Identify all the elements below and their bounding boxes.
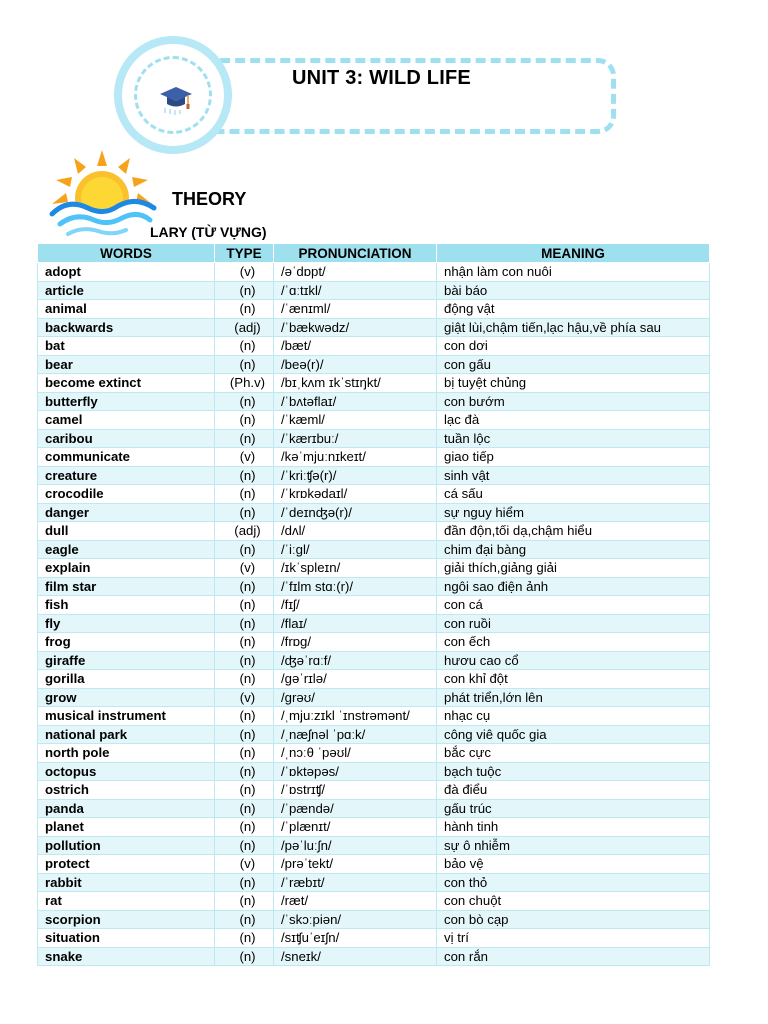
table-row: [38, 670, 710, 689]
type-cell: (n): [215, 633, 274, 652]
pronunciation-cell: /ˈɑːtɪkl/: [274, 281, 437, 300]
section-subtitle: LARY (TỪ VỰNG): [150, 224, 267, 240]
pronunciation-cell: /beə(r)/: [274, 355, 437, 374]
table-row: [38, 429, 710, 448]
table-row: [38, 762, 710, 781]
meaning-cell: sự nguy hiểm: [437, 503, 710, 522]
word-cell: octopus: [38, 762, 215, 781]
pronunciation-cell: /ˈbækwədz/: [274, 318, 437, 337]
meaning-cell: con thỏ: [437, 873, 710, 892]
table-row: [38, 355, 710, 374]
word-cell: protect: [38, 855, 215, 874]
word-cell: scorpion: [38, 910, 215, 929]
meaning-cell: ngôi sao điện ảnh: [437, 577, 710, 596]
meaning-cell: bạch tuộc: [437, 762, 710, 781]
type-cell: (n): [215, 929, 274, 948]
type-cell: (v): [215, 855, 274, 874]
meaning-cell: công viê quốc gia: [437, 725, 710, 744]
meaning-cell: giật lùi,chậm tiến,lạc hậu,về phía sau: [437, 318, 710, 337]
meaning-cell: sự ô nhiễm: [437, 836, 710, 855]
word-cell: article: [38, 281, 215, 300]
type-cell: (v): [215, 263, 274, 282]
pronunciation-cell: /flaɪ/: [274, 614, 437, 633]
table-row: [38, 873, 710, 892]
table-row: [38, 392, 710, 411]
pronunciation-cell: /ˌnɔːθ ˈpəʊl/: [274, 744, 437, 763]
meaning-cell: vị trí: [437, 929, 710, 948]
table-row: [38, 910, 710, 929]
vocabulary-table: [37, 243, 710, 966]
table-row: [38, 892, 710, 911]
table-row: [38, 799, 710, 818]
type-cell: (n): [215, 300, 274, 319]
pronunciation-cell: /ˈkrɒkədaɪl/: [274, 485, 437, 504]
word-cell: national park: [38, 725, 215, 744]
meaning-cell: lạc đà: [437, 411, 710, 430]
meaning-cell: bài báo: [437, 281, 710, 300]
meaning-cell: chim đại bàng: [437, 540, 710, 559]
word-cell: musical instrument: [38, 707, 215, 726]
meaning-cell: bị tuyệt chủng: [437, 374, 710, 393]
column-header-words: WORDS: [38, 244, 215, 263]
pronunciation-cell: /gəˈrɪlə/: [274, 670, 437, 689]
table-row: [38, 374, 710, 393]
pronunciation-cell: /bæt/: [274, 337, 437, 356]
type-cell: (n): [215, 466, 274, 485]
word-cell: frog: [38, 633, 215, 652]
table-row: [38, 540, 710, 559]
table-body: [38, 263, 710, 966]
word-cell: bear: [38, 355, 215, 374]
meaning-cell: con chuột: [437, 892, 710, 911]
column-header-meaning: MEANING: [437, 244, 710, 263]
meaning-cell: con dơi: [437, 337, 710, 356]
word-cell: crocodile: [38, 485, 215, 504]
table-row: [38, 263, 710, 282]
type-cell: (n): [215, 892, 274, 911]
pronunciation-cell: /ˈkæml/: [274, 411, 437, 430]
column-header-pronunciation: PRONUNCIATION: [274, 244, 437, 263]
word-cell: gorilla: [38, 670, 215, 689]
table-row: [38, 577, 710, 596]
pronunciation-cell: /ʤəˈrɑːf/: [274, 651, 437, 670]
pronunciation-cell: /ˈbʌtəflaɪ/: [274, 392, 437, 411]
meaning-cell: bảo vệ: [437, 855, 710, 874]
pronunciation-cell: /ˈɒktəpəs/: [274, 762, 437, 781]
pronunciation-cell: /bɪˌkʌm ɪkˈstɪŋkt/: [274, 374, 437, 393]
pronunciation-cell: /sɪʧuˈeɪʃn/: [274, 929, 437, 948]
word-cell: rabbit: [38, 873, 215, 892]
table-row: [38, 818, 710, 837]
word-cell: explain: [38, 559, 215, 578]
meaning-cell: sinh vật: [437, 466, 710, 485]
table-row: [38, 929, 710, 948]
word-cell: situation: [38, 929, 215, 948]
table-row: [38, 411, 710, 430]
type-cell: (n): [215, 614, 274, 633]
table-row: [38, 614, 710, 633]
type-cell: (n): [215, 651, 274, 670]
pronunciation-cell: /dʌl/: [274, 522, 437, 541]
table-row: [38, 855, 710, 874]
type-cell: (n): [215, 744, 274, 763]
type-cell: (n): [215, 485, 274, 504]
pronunciation-cell: /ˈɒstrɪʧ/: [274, 781, 437, 800]
pronunciation-cell: /ˈplænɪt/: [274, 818, 437, 837]
meaning-cell: con khỉ đột: [437, 670, 710, 689]
meaning-cell: nhạc cụ: [437, 707, 710, 726]
word-cell: panda: [38, 799, 215, 818]
type-cell: (adj): [215, 318, 274, 337]
table-row: [38, 300, 710, 319]
word-cell: fly: [38, 614, 215, 633]
pronunciation-cell: /ˌnæʃnəl ˈpɑːk/: [274, 725, 437, 744]
word-cell: dull: [38, 522, 215, 541]
meaning-cell: giao tiếp: [437, 448, 710, 467]
meaning-cell: đà điểu: [437, 781, 710, 800]
type-cell: (n): [215, 392, 274, 411]
column-header-type: TYPE: [215, 244, 274, 263]
word-cell: fish: [38, 596, 215, 615]
meaning-cell: con rắn: [437, 947, 710, 966]
table-row: [38, 485, 710, 504]
word-cell: snake: [38, 947, 215, 966]
type-cell: (adj): [215, 522, 274, 541]
table-row: [38, 725, 710, 744]
meaning-cell: đần độn,tối dạ,chậm hiểu: [437, 522, 710, 541]
type-cell: (n): [215, 799, 274, 818]
type-cell: (n): [215, 947, 274, 966]
pronunciation-cell: /ˈkærɪbuː/: [274, 429, 437, 448]
type-cell: (n): [215, 725, 274, 744]
table-row: [38, 947, 710, 966]
table-header-row: [38, 244, 710, 263]
word-cell: rat: [38, 892, 215, 911]
type-cell: (n): [215, 762, 274, 781]
pronunciation-cell: /frɒg/: [274, 633, 437, 652]
table-row: [38, 337, 710, 356]
table-row: [38, 448, 710, 467]
type-cell: (n): [215, 910, 274, 929]
pronunciation-cell: /sneɪk/: [274, 947, 437, 966]
pronunciation-cell: /ˈdeɪnʤə(r)/: [274, 503, 437, 522]
word-cell: grow: [38, 688, 215, 707]
pronunciation-cell: /ˈræbɪt/: [274, 873, 437, 892]
pronunciation-cell: /fɪʃ/: [274, 596, 437, 615]
meaning-cell: hành tinh: [437, 818, 710, 837]
table-row: [38, 836, 710, 855]
word-cell: bat: [38, 337, 215, 356]
word-cell: danger: [38, 503, 215, 522]
table-row: [38, 466, 710, 485]
pronunciation-cell: /əˈdɒpt/: [274, 263, 437, 282]
type-cell: (v): [215, 688, 274, 707]
pronunciation-cell: /ˈkriːʧə(r)/: [274, 466, 437, 485]
type-cell: (v): [215, 559, 274, 578]
table-row: [38, 503, 710, 522]
word-cell: film star: [38, 577, 215, 596]
page-title: UNIT 3: WILD LIFE: [292, 67, 471, 89]
meaning-cell: con bướm: [437, 392, 710, 411]
word-cell: giraffe: [38, 651, 215, 670]
type-cell: (n): [215, 577, 274, 596]
pronunciation-cell: /ˌmjuːzɪkl ˈɪnstrəmənt/: [274, 707, 437, 726]
title-badge: [114, 36, 232, 154]
type-cell: (n): [215, 503, 274, 522]
type-cell: (n): [215, 818, 274, 837]
type-cell: (n): [215, 707, 274, 726]
pronunciation-cell: /grəʊ/: [274, 688, 437, 707]
pronunciation-cell: /kəˈmjuːnɪkeɪt/: [274, 448, 437, 467]
pronunciation-cell: /ˈænɪml/: [274, 300, 437, 319]
meaning-cell: con ếch: [437, 633, 710, 652]
table-row: [38, 633, 710, 652]
title-badge-inner: [134, 56, 212, 134]
word-cell: camel: [38, 411, 215, 430]
word-cell: animal: [38, 300, 215, 319]
type-cell: (Ph.v): [215, 374, 274, 393]
type-cell: (n): [215, 281, 274, 300]
pronunciation-cell: /prəˈtekt/: [274, 855, 437, 874]
pronunciation-cell: /ˈskɔːpiən/: [274, 910, 437, 929]
type-cell: (n): [215, 429, 274, 448]
meaning-cell: con cá: [437, 596, 710, 615]
meaning-cell: tuần lộc: [437, 429, 710, 448]
pronunciation-cell: /ˈfɪlm stɑː(r)/: [274, 577, 437, 596]
table-row: [38, 281, 710, 300]
meaning-cell: con ruồi: [437, 614, 710, 633]
pronunciation-cell: /ɪkˈspleɪn/: [274, 559, 437, 578]
sun-wave-icon: [46, 148, 158, 240]
type-cell: (n): [215, 781, 274, 800]
table-row: [38, 651, 710, 670]
type-cell: (n): [215, 355, 274, 374]
meaning-cell: giải thích,giảng giải: [437, 559, 710, 578]
type-cell: (n): [215, 836, 274, 855]
word-cell: become extinct: [38, 374, 215, 393]
meaning-cell: động vật: [437, 300, 710, 319]
table-row: [38, 781, 710, 800]
word-cell: creature: [38, 466, 215, 485]
meaning-cell: nhận làm con nuôi: [437, 263, 710, 282]
table-row: [38, 596, 710, 615]
word-cell: backwards: [38, 318, 215, 337]
type-cell: (n): [215, 411, 274, 430]
section-title: THEORY: [172, 189, 247, 209]
word-cell: planet: [38, 818, 215, 837]
type-cell: (n): [215, 670, 274, 689]
table-row: [38, 707, 710, 726]
table-row: [38, 744, 710, 763]
meaning-cell: bắc cực: [437, 744, 710, 763]
table-row: [38, 559, 710, 578]
pronunciation-cell: /ˈiːgl/: [274, 540, 437, 559]
meaning-cell: hươu cao cổ: [437, 651, 710, 670]
table-row: [38, 522, 710, 541]
meaning-cell: con gấu: [437, 355, 710, 374]
word-cell: adopt: [38, 263, 215, 282]
meaning-cell: con bò cạp: [437, 910, 710, 929]
meaning-cell: phát triển,lớn lên: [437, 688, 710, 707]
table-row: [38, 688, 710, 707]
word-cell: north pole: [38, 744, 215, 763]
pronunciation-cell: /ræt/: [274, 892, 437, 911]
word-cell: ostrich: [38, 781, 215, 800]
type-cell: (n): [215, 596, 274, 615]
word-cell: communicate: [38, 448, 215, 467]
word-cell: eagle: [38, 540, 215, 559]
graduation-cap-icon: [159, 81, 193, 115]
word-cell: caribou: [38, 429, 215, 448]
meaning-cell: gấu trúc: [437, 799, 710, 818]
type-cell: (n): [215, 337, 274, 356]
word-cell: pollution: [38, 836, 215, 855]
pronunciation-cell: /pəˈluːʃn/: [274, 836, 437, 855]
type-cell: (v): [215, 448, 274, 467]
type-cell: (n): [215, 873, 274, 892]
table-row: [38, 318, 710, 337]
word-cell: butterfly: [38, 392, 215, 411]
meaning-cell: cá sấu: [437, 485, 710, 504]
pronunciation-cell: /ˈpændə/: [274, 799, 437, 818]
type-cell: (n): [215, 540, 274, 559]
